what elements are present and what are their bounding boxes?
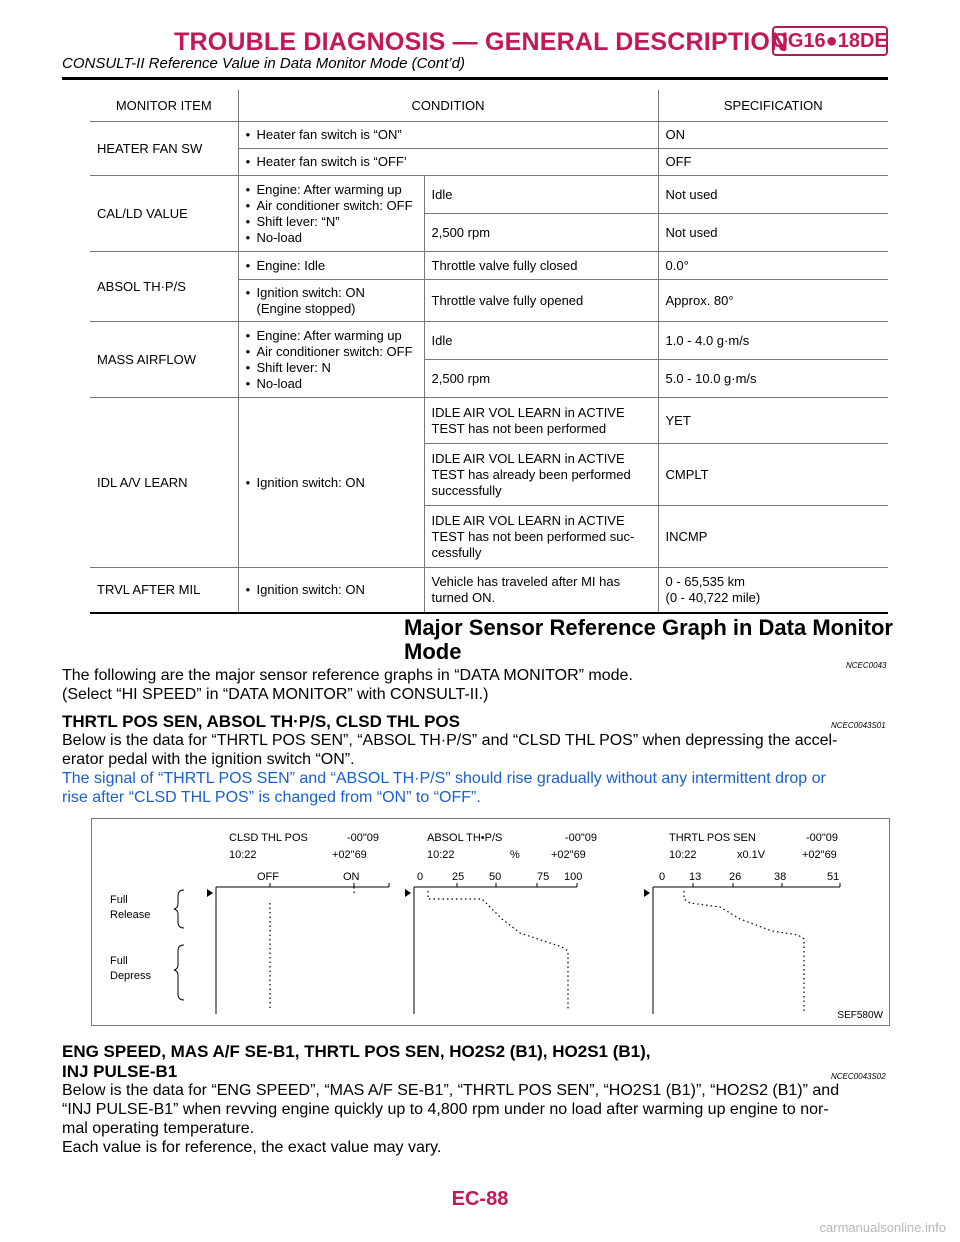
- condition-cell: ● Ignition switch: ON: [238, 398, 424, 568]
- condition-cell: ● Ignition switch: ON: [238, 568, 424, 613]
- col-header-monitor-item: MONITOR ITEM: [90, 90, 238, 122]
- sub-condition-cell: Throttle valve fully closed: [424, 252, 658, 280]
- table-row: [90, 176, 888, 214]
- label-release: Release: [110, 909, 151, 921]
- p3-tick-label: 51: [827, 871, 840, 883]
- graph-traces: [270, 887, 804, 1011]
- label-depress: Depress: [110, 970, 151, 982]
- section-heading: Major Sensor Reference Graph in Data Monitor Mode: [404, 615, 893, 664]
- sub-condition-cell: Throttle valve fully opened: [424, 280, 658, 322]
- spec-cell: YET: [658, 398, 888, 444]
- spec-cell: Approx. 80°: [658, 280, 888, 322]
- p1-clock: 10:22: [229, 849, 257, 861]
- spec-cell: 0.0°: [658, 252, 888, 280]
- reference-graph-figure: [91, 818, 890, 1026]
- p2-tick-label: 100: [564, 871, 583, 883]
- model-badge: QG16●18DE: [772, 26, 888, 56]
- monitor-item: IDL A/V LEARN: [90, 398, 238, 568]
- reference-value-table: [90, 90, 888, 614]
- spec-cell: Not used: [658, 214, 888, 252]
- table-row: [90, 568, 888, 613]
- monitor-item: ABSOL TH·P/S: [90, 252, 238, 322]
- monitor-item: MASS AIRFLOW: [90, 322, 238, 398]
- p3-tick-label: 0: [659, 871, 666, 883]
- p3-tick-label: 26: [729, 871, 742, 883]
- reference-graph-svg: [92, 819, 889, 1025]
- spec-cell: OFF: [658, 149, 888, 176]
- header-rule: [62, 77, 888, 80]
- p2-clock: 10:22: [427, 849, 455, 861]
- page-subtitle: CONSULT-II Reference Value in Data Monitor Mode (Cont’d): [62, 55, 465, 72]
- condition-cell: ● Ignition switch: ON (Engine stopped): [238, 280, 424, 322]
- condition-cell: ● Heater fan switch is “ON”: [238, 122, 658, 149]
- condition-cell: ● Heater fan switch is “OFF’: [238, 149, 658, 176]
- p1-off-label: OFF: [257, 871, 279, 883]
- table-row: [90, 322, 888, 360]
- page-title: TROUBLE DIAGNOSIS — GENERAL DESCRIPTION: [174, 28, 789, 56]
- p1-time-end: +02"69: [332, 849, 367, 861]
- p2-tick-label: 75: [537, 871, 550, 883]
- trace-thrtl: [684, 891, 804, 1011]
- p1-title: CLSD THL POS: [229, 832, 308, 844]
- trace-absol: [428, 891, 568, 1011]
- monitor-item: HEATER FAN SW: [90, 122, 238, 176]
- col-header-condition: CONDITION: [238, 90, 658, 122]
- p3-tick-label: 38: [774, 871, 787, 883]
- p3-time-start: -00"09: [806, 832, 839, 844]
- spec-cell: CMPLT: [658, 444, 888, 506]
- subsection-text-1: Below is the data for “THRTL POS SEN”, “ABSOL TH·P/S” and “CLSD THL POS” when depressing the accel- erator pedal with the ignition switch “ON”. The signal of “THRTL POS SEN” and “ABSOL TH·P/S” should rise gradually without any intermittent drop or rise after “CLSD THL POS” is changed from “ON” to “OFF”.: [62, 732, 838, 806]
- section-intro: The following are the major sensor reference graphs in “DATA MONITOR” mode. (Select “HI SPEED” in “DATA MONITOR” with CONSULT-II.): [62, 667, 633, 703]
- spec-cell: ON: [658, 122, 888, 149]
- p3-clock: 10:22: [669, 849, 697, 861]
- sub-condition-cell: Vehicle has traveled after MI has turned ON.: [424, 568, 658, 613]
- p3-tick-label: 13: [689, 871, 702, 883]
- p1-time-start: -00"09: [347, 832, 380, 844]
- sub-condition-cell: IDLE AIR VOL LEARN in ACTIVE TEST has not been performed: [424, 398, 658, 444]
- section-tag: NCEC0043: [846, 661, 887, 670]
- col-header-specification: SPECIFICATION: [658, 90, 888, 122]
- p2-tick-label: 0: [417, 871, 424, 883]
- sub-condition-cell: IDLE AIR VOL LEARN in ACTIVE TEST has already been performed successfully: [424, 444, 658, 506]
- spec-cell: Not used: [658, 176, 888, 214]
- sub-condition-cell: IDLE AIR VOL LEARN in ACTIVE TEST has not been performed suc- cessfully: [424, 506, 658, 568]
- label-full-release: Full: [110, 894, 128, 906]
- figure-number: SEF580W: [837, 1010, 883, 1021]
- subsection-tag-2: NCEC0043S02: [831, 1072, 886, 1081]
- watermark: carmanualsonline.info: [819, 1220, 946, 1235]
- table-row: [90, 398, 888, 444]
- subsection-text-2: Below is the data for “ENG SPEED”, “MAS A/F SE-B1”, “THRTL POS SEN”, “HO2S1 (B1)”, “HO2S2 (B1)” and “INJ PULSE-B1” when revving engine quickly up to 4,800 rpm under no load after warming up engine to nor- mal operating temperature. Each value is for reference, the exact value may vary.: [62, 1082, 840, 1156]
- p2-tick-label: 50: [489, 871, 502, 883]
- p2-unit: %: [510, 849, 520, 861]
- p3-title: THRTL POS SEN: [669, 832, 756, 844]
- p2-tick-label: 25: [452, 871, 465, 883]
- subsection-heading-2: ENG SPEED, MAS A/F SE-B1, THRTL POS SEN, HO2S2 (B1), HO2S1 (B1), INJ PULSE-B1: [62, 1042, 651, 1081]
- p3-time-end: +02"69: [802, 849, 837, 861]
- spec-cell: INCMP: [658, 506, 888, 568]
- subsection-heading-1: THRTL POS SEN, ABSOL TH·P/S, CLSD THL POS: [62, 712, 460, 731]
- sub-condition-cell: 2,500 rpm: [424, 360, 658, 398]
- monitor-item: CAL/LD VALUE: [90, 176, 238, 252]
- page-number: EC-88: [451, 1188, 509, 1210]
- subsection-tag-1: NCEC0043S01: [831, 721, 886, 730]
- condition-cell: ● Engine: After warming up ● Air conditioner switch: OFF ● Shift lever: N ● No-load: [238, 322, 424, 398]
- release-brace: [174, 890, 184, 928]
- p2-time-end: +02"69: [551, 849, 586, 861]
- condition-cell: ● Engine: Idle: [238, 252, 424, 280]
- spec-cell: 0 - 65,535 km (0 - 40,722 mile): [658, 568, 888, 613]
- depress-brace: [174, 945, 184, 1000]
- spec-cell: 1.0 - 4.0 g·m/s: [658, 322, 888, 360]
- sub-condition-cell: 2,500 rpm: [424, 214, 658, 252]
- table-row: [90, 252, 888, 280]
- label-full-depress: Full: [110, 955, 128, 967]
- p1-on-label: ON: [343, 871, 360, 883]
- p3-unit: x0.1V: [737, 849, 766, 861]
- monitor-item: TRVL AFTER MIL: [90, 568, 238, 613]
- p2-time-start: -00"09: [565, 832, 598, 844]
- sub-condition-cell: Idle: [424, 322, 658, 360]
- table-row: [90, 122, 888, 149]
- sub-condition-cell: Idle: [424, 176, 658, 214]
- condition-cell: ● Engine: After warming up ● Air conditioner switch: OFF ● Shift lever: “N” ● No-load: [238, 176, 424, 252]
- p2-title: ABSOL TH•P/S: [427, 832, 503, 844]
- panel-frames: [207, 883, 840, 1014]
- table-header-row: [90, 90, 888, 122]
- spec-cell: 5.0 - 10.0 g·m/s: [658, 360, 888, 398]
